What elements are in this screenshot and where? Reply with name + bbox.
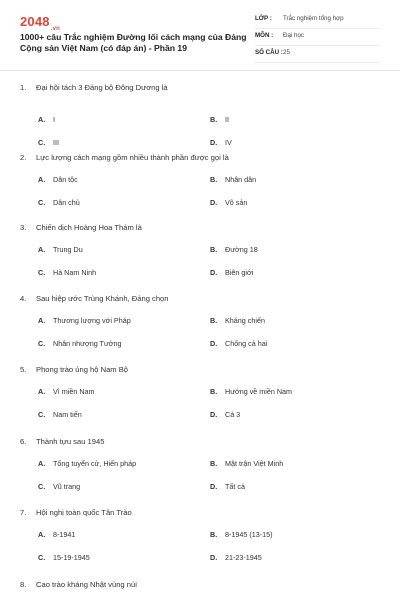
answer-option[interactable]: D. Vô sản [210,198,248,207]
page-title: 1000+ câu Trắc nghiệm Đường lối cách mạng của Đảng Cộng sản Việt Nam (có đáp án) - Phần 19 [20,32,247,53]
answer-option[interactable]: B. Kháng chiến [210,316,265,325]
page-header [0,0,400,71]
answer-option[interactable]: A. Dân tộc [38,175,78,184]
meta-value: Đại học [283,32,304,39]
meta-key: MÔN : [255,32,274,39]
answer-option[interactable]: C. Hà Nam Ninh [38,268,97,277]
answer-option[interactable]: B. Hướng về miền Nam [210,387,293,396]
meta-row-class [255,12,380,29]
question-text: 8. Cao trào kháng Nhật vùng núi [20,580,137,589]
answer-option[interactable]: C. Dân chủ [38,198,80,207]
answer-option[interactable]: C. III [38,138,59,147]
answer-option[interactable]: D. IV [210,138,232,147]
question-text: 7. Hội nghị toàn quốc Tân Trào [20,508,132,517]
answer-option[interactable]: D. 21-23-1945 [210,553,262,562]
question-text: 2. Lực lượng cách mạng gồm nhiều thành phần được gọi là [20,153,229,162]
meta-key: LỚP : [255,15,272,22]
answer-option[interactable]: D. Chống cả hai [210,339,268,348]
answer-option[interactable]: A. Tổng tuyển cử, Hiến pháp [38,459,137,468]
answer-option[interactable]: D. Cả 3 [210,410,241,419]
meta-key: SỐ CÂU : [255,49,283,56]
answer-option[interactable]: B. 8-1945 (13-15) [210,530,273,539]
meta-row-count [255,46,380,63]
answer-option[interactable]: D. Tất cả [210,482,245,491]
question-text: 3. Chiến dịch Hoàng Hoa Thám là [20,223,142,232]
meta-value: 25 [283,49,290,56]
answer-option[interactable]: B. Đường 18 [210,245,258,254]
answer-option[interactable]: B. Nhân dân [210,175,257,184]
answer-option[interactable]: C. Nam tiến [38,410,82,419]
question-text: 4. Sau hiệp ước Trùng Khánh, Đảng chọn [20,294,169,303]
answer-option[interactable]: A. 8-1941 [38,530,76,539]
question-text: 1. Đại hội tách 3 Đảng bộ Đông Dương là [20,83,168,92]
answer-option[interactable]: A. Thương lượng với Pháp [38,316,131,325]
answer-option[interactable]: C. 15-19-1945 [38,553,90,562]
meta-panel [255,12,380,63]
answer-option[interactable]: B. Mặt trận Việt Minh [210,459,284,468]
meta-row-subject [255,29,380,46]
answer-option[interactable]: C. Nhân nhượng Tưởng [38,339,122,348]
question-text: 5. Phong trào ủng hộ Nam Bộ [20,365,129,374]
answer-option[interactable]: A. Trung Du [38,245,83,254]
answer-option[interactable]: C. Vũ trang [38,482,81,491]
site-logo[interactable]: $2048_{.vn}$ [20,14,61,32]
answer-option[interactable]: A. I [38,115,55,124]
answer-option[interactable]: D. Biên giới [210,268,254,277]
meta-value: Trắc nghiệm tổng hợp [283,15,344,22]
question-text: 6. Thành tựu sau 1945 [20,437,105,446]
answer-option[interactable]: A. Vì miền Nam [38,387,95,396]
answer-option[interactable]: B. II [210,115,229,124]
